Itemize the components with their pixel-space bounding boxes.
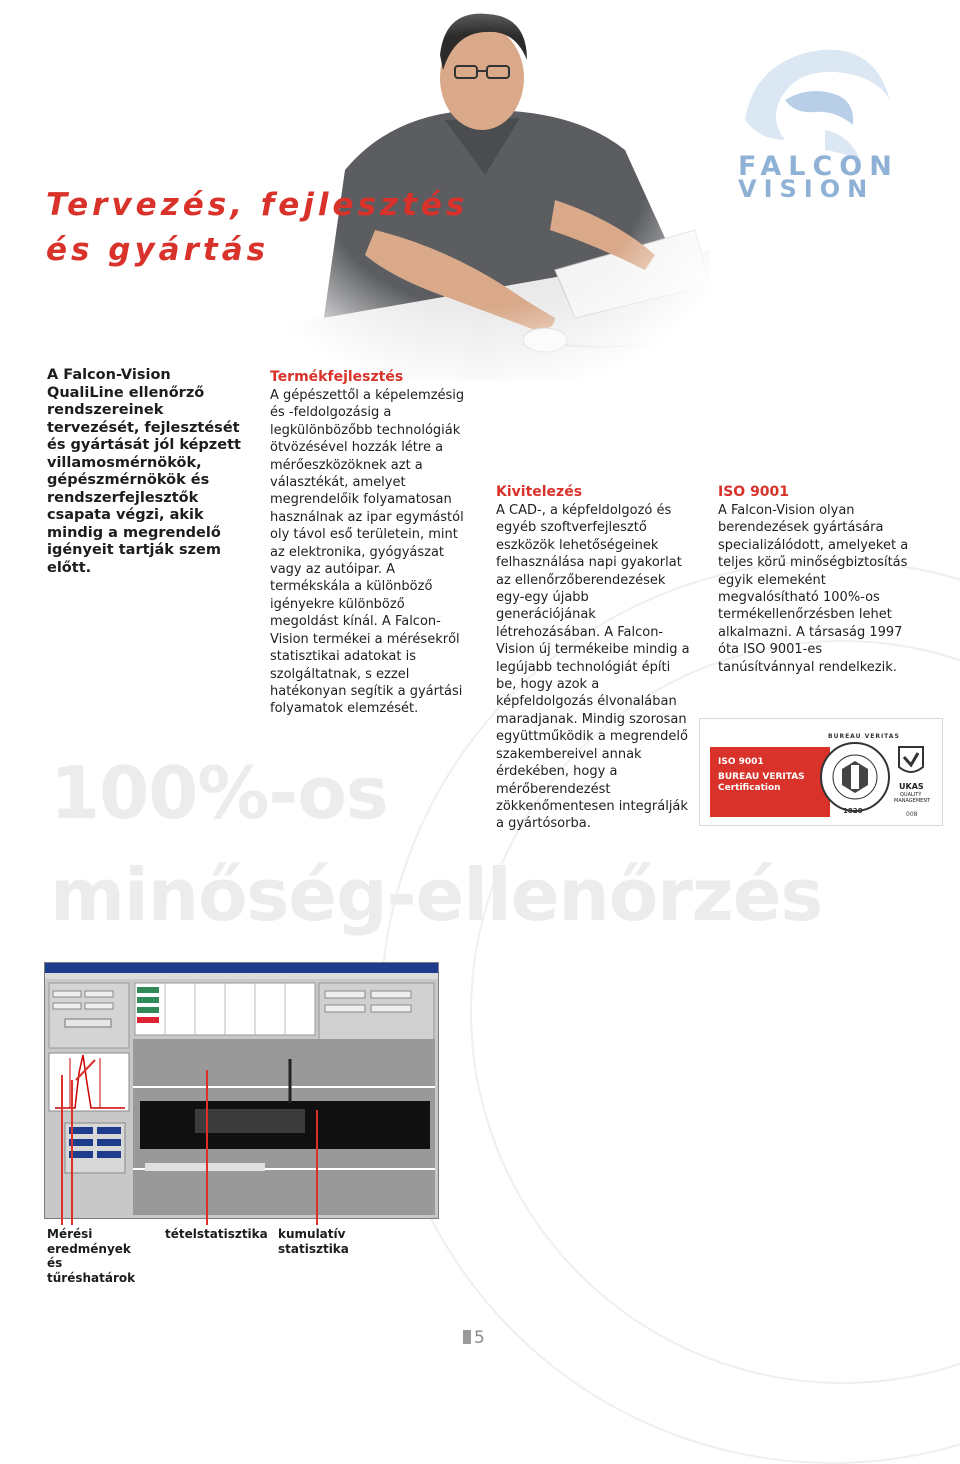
section-body: A CAD-, a képfeldolgozó és egyéb szoftverfejlesztő eszközök lehetőségeinek felhasználása napi gyakorlat az ellenőrzőberendezések egy-egy újabb generációjának létrehozásában. A Falcon-Vision új termékeibe mindig a legújabb technológiát építi be, hogy azok a képfeldolgozás élvonalában maradjanak. Mindig szorosan együttműködik a megrendelő szakembereivel annak érdekében, hogy a mérőberendezést zökkenőmentesen integrálják a gyártósorba.: [496, 503, 690, 832]
intro-paragraph: A Falcon-Vision QualiLine ellenőrző rendszereinek tervezését, fejlesztését és gyártását jól képzett villamosmérnökök, gépészmérnökök és rendszerfejlesztők csapata végzi, akik mindig a megrendelő igényeit tartják szem előtt.: [47, 367, 241, 576]
ukas-sub2: MANAGEMENT: [894, 798, 931, 804]
page-number-text: 5: [474, 1328, 485, 1348]
section-heading: Kivitelezés: [496, 484, 583, 500]
cert-iso-label: ISO 9001: [718, 757, 764, 767]
page-number: [463, 1328, 485, 1348]
cert-bureau-label: BUREAU VERITAS: [718, 772, 805, 782]
title-line-1: Tervezés, fejlesztés: [46, 187, 469, 223]
section-product-development: [270, 368, 470, 718]
ukas-sub1: QUALITY: [900, 792, 922, 798]
caption-cumulative-statistics: kumulatív statisztika: [278, 1227, 349, 1256]
caption-results: Mérési eredmények és tűréshatárok: [47, 1227, 136, 1285]
section-body: A Falcon-Vision olyan berendezések gyártására specializálódott, amelyeket a teljes körű minőségbiztosítás egyik elemeként megvalósítható 100%-os termékellenőrzésben lehet alkalmazni. A társaság 1997 óta ISO 9001-es tanúsítvánnyal rendelkezik.: [718, 503, 909, 675]
brand-word-falcon: FALCON: [738, 151, 899, 182]
brand-word-vision: VISION: [738, 175, 875, 203]
ukas-crown-icon: [896, 743, 926, 779]
section-heading: ISO 9001: [718, 484, 790, 500]
section-iso-9001: [718, 483, 918, 676]
certification-badge: [699, 718, 943, 826]
section-body: A gépészettől a képelemzésig és -feldolgozásig a legkülönbözőbb technológiák ötvözésével hozzák létre a mérőeszközöknek azt a választékát, amelyet megrendelőik folyamatosan használnak az ipar egymástól oly távol eső területein, mint az elektronika, gyógyászat vagy az autóipar. A termékskála a különböző igényekre különböző megoldást kínál. A Falcon-Vision termékei a mérésekről statisztikai adatokat is szolgáltatnak, s ezzel hatékonyan segítik a gyártási folyamatok elemzését.: [270, 388, 465, 717]
title-line-2: és gyártás: [46, 232, 270, 268]
page-number-marker: [463, 1330, 471, 1344]
page-title: [46, 183, 468, 273]
seal-year: 1828: [843, 807, 863, 815]
cert-certification-label: Certification: [718, 783, 781, 793]
pointer-lines: [40, 1050, 340, 1225]
section-heading: Termékfejlesztés: [270, 369, 404, 385]
watermark-line-2: minőség-ellenőrzés: [50, 853, 823, 937]
certification-label: [710, 747, 830, 817]
cert-code: 008: [906, 811, 918, 818]
watermark-line-1: 100%-os: [50, 751, 388, 835]
seal-text-top: BUREAU VERITAS: [828, 733, 900, 740]
ukas-label: UKAS: [899, 782, 924, 791]
caption-lot-statistics: tételstatisztika: [165, 1227, 268, 1241]
